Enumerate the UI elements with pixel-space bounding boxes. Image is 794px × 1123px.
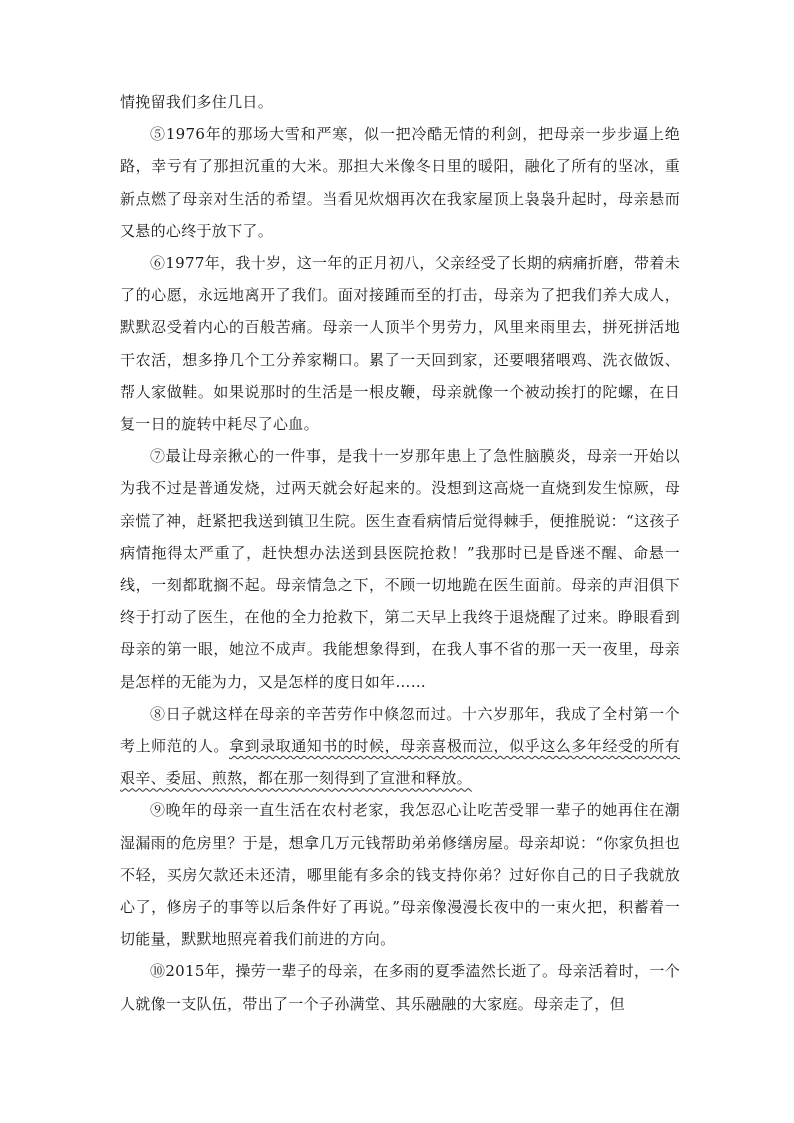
paragraph-8-wavy-underlined-text: 拿到录取通知书的时候，母亲喜极而泣，似乎这么多年经受的所有艰辛、委屈、煎熬，都在那一刻得到了宣泄和释放。 [120,737,681,788]
paragraph-8-text: ⑧日子就这样在母亲的辛苦劳作中倏忽而过。十六岁那年，我成了全村第一个考上师范的人。 [120,704,680,756]
paragraph-9: ⑨晚年的母亲一直生活在农村老家，我怎忍心让吃苦受罪一辈子的她再住在潮湿漏雨的危房里？于是，想拿几万元钱帮助弟弟修缮房屋。母亲却说：“你家负担也不轻，买房欠款还未还清，哪里能有多余的钱支持你弟？过好你自己的日子我就放心了，修房子的事等以后条件好了再说。”母亲像漫漫长夜中的一束火把，积蓄着一切能量，默默地照亮着我们前进的方向。 [120,801,680,949]
paragraph-7: ⑦最让母亲揪心的一件事，是我十一岁那年患上了急性脑膜炎，母亲一开始以为我不过是普通发烧，过两天就会好起来的。没想到这高烧一直烧到发生惊厥，母亲慌了神，赶紧把我送到镇卫生院。医生查看病情后觉得棘手，便推脱说：“这孩子病情拖得太严重了，赶快想办法送到县医院抢救！”我那时已是昏迷不醒、命悬一线，一刻都耽搁不起。母亲情急之下，不顾一切地跪在医生面前。母亲的声泪俱下终于打动了医生，在他的全力抢救下，第二天早上我终于退烧醒了过来。睁眼看到母亲的第一眼，她泣不成声。我能想象得到，在我人事不省的那一天一夜里，母亲是怎样的无能为力，又是怎样的度日如年…… [120,447,680,691]
paragraph-5: ⑤1976年的那场大雪和严寒，似一把冷酷无情的利剑，把母亲一步步逼上绝路，幸亏有了那担沉重的大米。那担大米像冬日里的暖阳，融化了所有的坚冰，重新点燃了母亲对生活的希望。当看见炊烟再次在我家屋顶上袅袅升起时，母亲悬而又悬的心终于放下了。 [120,125,680,240]
paragraph-continuation: 情挽留我们多住几日。 [120,93,274,111]
paragraph-10: ⑩2015年，操劳一辈子的母亲，在多雨的夏季溘然长逝了。母亲活着时，一个人就像一支队伍，带出了一个子孙满堂、其乐融融的大家庭。母亲走了，但 [120,962,680,1013]
paragraph-6: ⑥1977年，我十岁，这一年的正月初八，父亲经受了长期的病痛折磨，带着未了的心愿，永远地离开了我们。面对接踵而至的打击，母亲为了把我们养大成人，默默忍受着内心的百般苦痛。母亲一人顶半个男劳力，风里来雨里去，拼死拼活地干农活，想多挣几个工分养家糊口。累了一天回到家，还要喂猪喂鸡、洗衣做饭、帮人家做鞋。如果说那时的生活是一根皮鞭，母亲就像一个被动挨打的陀螺，在日复一日的旋转中耗尽了心血。 [120,254,680,434]
document-page [120,86,680,1020]
paragraph-8 [120,698,680,795]
